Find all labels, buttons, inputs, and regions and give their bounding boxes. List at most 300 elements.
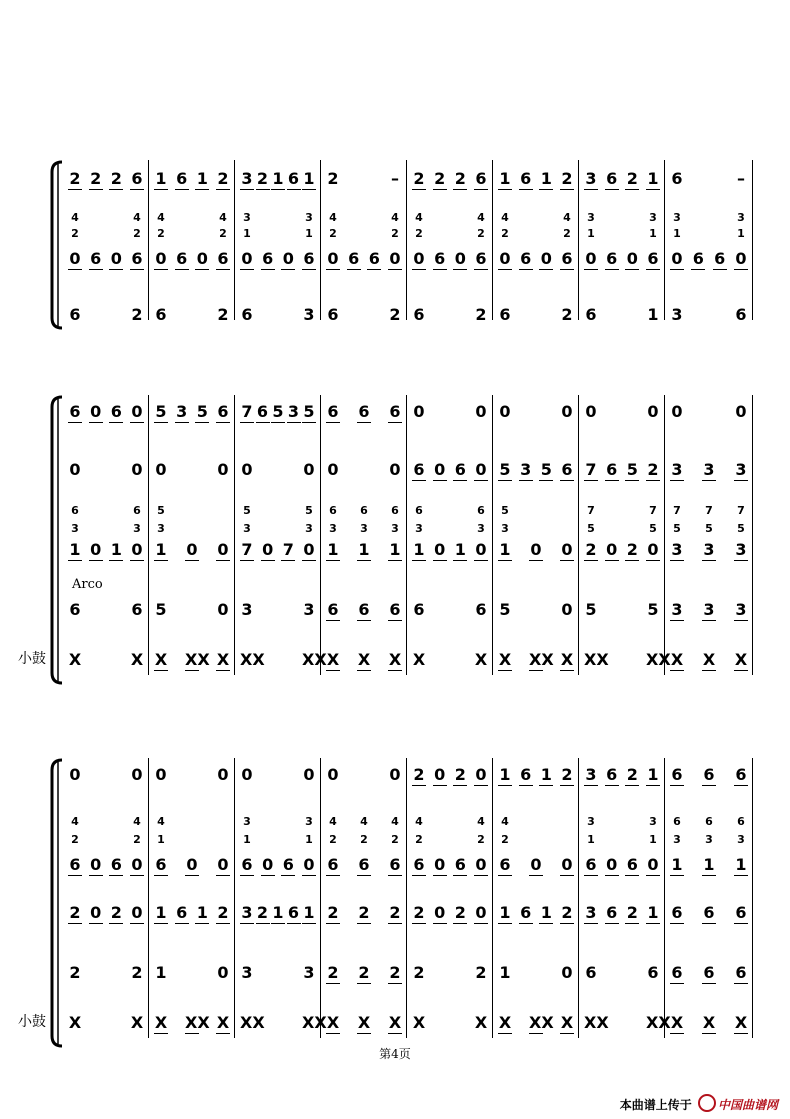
chord-note: 4 [391,211,399,224]
beam [302,875,316,876]
beam [240,875,254,876]
beam [281,269,295,270]
note: 6 [131,600,143,619]
measure [68,601,144,623]
note: 5 [499,600,511,619]
note: 6 [434,249,446,268]
note: 6 [413,855,425,874]
chord-note: 2 [563,227,571,240]
beam [605,189,619,190]
note: 6 [110,855,122,874]
chord-note: 2 [415,227,423,240]
beam [433,923,447,924]
measure [412,964,488,986]
staff-row [0,651,790,673]
note: 0 [90,540,102,559]
note: 0 [186,540,198,559]
measure [412,541,488,563]
chord-note: 4 [329,815,337,828]
beam [68,422,82,423]
chord-note: 6 [705,815,713,828]
barline [234,758,235,1038]
beam [498,480,512,481]
note: 1 [499,540,511,559]
beam [357,670,371,671]
beam [646,875,660,876]
note: 1 [671,855,683,874]
barline [320,395,321,675]
chord-note: 1 [587,833,595,846]
note: X [560,1013,574,1032]
note: 3 [735,600,747,619]
note: 6 [131,249,143,268]
barline [234,395,235,675]
note: 0 [217,963,229,982]
beam [702,923,716,924]
staff-row [0,766,790,788]
note: 6 [176,249,188,268]
chord-note: 7 [649,504,657,517]
note: 6 [714,249,726,268]
measure [154,250,230,272]
note: 2 [413,169,425,188]
note: 6 [303,249,315,268]
measure [240,766,316,788]
note: 6 [647,963,659,982]
measure [498,856,574,878]
beam [584,923,598,924]
beam [605,875,619,876]
beam [357,923,371,924]
note: 0 [454,249,466,268]
measure [670,964,748,986]
beam [302,269,316,270]
note: 2 [413,903,425,922]
note: XX [240,650,265,669]
note: 5 [303,402,315,421]
note: 0 [499,402,511,421]
beam [357,620,371,621]
measure [584,250,660,272]
footer [620,1094,778,1113]
beam [605,560,619,561]
chord-note: 4 [157,815,165,828]
chord-note: 1 [649,833,657,846]
measure [670,904,748,926]
barline [406,395,407,675]
note: 0 [389,765,401,784]
note: 0 [155,460,167,479]
beam [89,269,103,270]
instrument-label: 小鼓 [18,1014,46,1030]
beam [154,269,168,270]
staff-row [0,170,790,192]
note: X [670,1013,684,1032]
beam [519,480,533,481]
note: 6 [626,855,638,874]
arco-marking: Arco [72,577,103,592]
beam [326,560,340,561]
beam [584,480,598,481]
chord-note: 3 [360,522,368,535]
chord-note: 2 [219,227,227,240]
beam [109,875,123,876]
beam [388,560,402,561]
measure [154,601,230,623]
chord-note: 6 [133,504,141,517]
measure [584,964,660,986]
note: 6 [703,765,715,784]
chord-note: 2 [71,227,79,240]
measure [498,1014,574,1036]
note: 2 [626,169,638,188]
beam [734,560,748,561]
chord-note: 3 [737,833,745,846]
measure [412,651,488,673]
measure [326,403,402,425]
chord-note: 2 [133,833,141,846]
beam [433,875,447,876]
note: 6 [735,765,747,784]
beam [625,923,639,924]
note: 2 [475,963,487,982]
note: XX [529,650,554,669]
note: 6 [671,169,683,188]
measure [498,306,574,328]
beam [560,923,574,924]
note: X [388,650,402,669]
note: X [474,650,488,669]
note: 1 [647,305,659,324]
chord-note: 1 [305,833,313,846]
chord-note: 6 [360,504,368,517]
measure [154,904,230,926]
measure [670,651,748,673]
note: 1 [196,903,208,922]
chord-note: 2 [133,227,141,240]
measure [498,766,574,788]
beam [357,983,371,984]
note: 0 [131,540,143,559]
measure [68,250,144,272]
beam [154,560,168,561]
beam [670,923,684,924]
note: 3 [241,963,253,982]
chord-note: 3 [673,211,681,224]
beam [529,1033,543,1034]
beam [154,875,168,876]
chord-note: 7 [705,504,713,517]
measure [498,170,574,192]
beam [175,269,189,270]
beam [68,189,82,190]
note: 2 [585,540,597,559]
beam [605,923,619,924]
beam [646,480,660,481]
measure [326,651,402,673]
beam [412,269,426,270]
note: 0 [131,903,143,922]
barline [578,395,579,675]
measure [584,403,660,425]
beam [702,560,716,561]
beam [326,1033,340,1034]
barline [406,758,407,1038]
measure [240,541,316,563]
beam [240,560,254,561]
measure [68,766,144,788]
beam [433,785,447,786]
note: X [154,650,168,669]
chord-note: 4 [133,815,141,828]
note: 6 [585,855,597,874]
beam [240,422,254,423]
beam [529,875,543,876]
beam [646,785,660,786]
beam [646,923,660,924]
beam [256,422,270,423]
beam [302,422,316,423]
system-brace [48,395,64,685]
note: 1 [540,903,552,922]
barline [664,395,665,675]
chord-note: 4 [157,211,165,224]
note: 0 [561,600,573,619]
note: X [216,650,230,669]
note: 6 [69,402,81,421]
note: X [357,650,371,669]
note: 0 [671,249,683,268]
measure [498,904,574,926]
beam [326,620,340,621]
note: 3 [241,600,253,619]
beam [412,480,426,481]
beam [584,560,598,561]
chord-note: 3 [705,833,713,846]
beam [584,875,598,876]
measure [68,306,144,328]
chord-note: 5 [737,522,745,535]
note: 3 [703,460,715,479]
note: 0 [434,903,446,922]
beam [216,422,230,423]
note: 0 [131,855,143,874]
note: 0 [434,765,446,784]
chord-note: 2 [157,227,165,240]
beam [474,189,488,190]
note: 0 [606,540,618,559]
chord-note: 4 [219,211,227,224]
beam [433,560,447,561]
note: 0 [647,402,659,421]
note: 0 [561,402,573,421]
beam [498,670,512,671]
beam [433,189,447,190]
measure [68,461,144,483]
measure [584,541,660,563]
measure [154,403,230,425]
note: 0 [434,855,446,874]
beam [646,560,660,561]
beam [109,189,123,190]
note: 3 [735,540,747,559]
note: 2 [413,963,425,982]
beam [625,785,639,786]
beam [625,560,639,561]
note: 2 [256,169,269,188]
note: X [498,650,512,669]
note: 1 [499,765,511,784]
beam [713,269,727,270]
chord-note: 5 [305,504,313,517]
beam [605,480,619,481]
beam [474,785,488,786]
measure [584,170,660,192]
note: XX [302,1013,327,1032]
measure [154,964,230,986]
beam [625,269,639,270]
note: 0 [303,460,315,479]
note: 0 [217,460,229,479]
note: 6 [454,855,466,874]
note: 1 [155,540,167,559]
beam [367,269,381,270]
beam [261,560,275,561]
note: 3 [176,402,188,421]
note: 0 [389,460,401,479]
chord-note: 4 [501,211,509,224]
measure [584,856,660,878]
measure [498,403,574,425]
note: 0 [626,249,638,268]
measure [670,461,748,483]
note: XX [185,650,210,669]
note: 1 [327,540,339,559]
staff-row [0,250,790,272]
beam [195,923,209,924]
footer-site: 中国曲谱网 [717,1098,778,1112]
beam [560,480,574,481]
beam [646,269,660,270]
note: 6 [561,249,573,268]
note: 6 [327,855,339,874]
beam [109,923,123,924]
note: 0 [413,402,425,421]
note: X [326,1013,340,1032]
note: 0 [186,855,198,874]
note: 1 [499,963,511,982]
measure [240,403,316,425]
chord-note: 2 [477,833,485,846]
beam [357,875,371,876]
note: – [391,169,399,188]
note: 2 [217,903,229,922]
measure [584,306,660,328]
beam [326,670,340,671]
measure [240,856,316,878]
beam [89,875,103,876]
note: 6 [69,855,81,874]
note: 0 [327,249,339,268]
measure [68,904,144,926]
note: 2 [434,169,446,188]
note: 6 [69,305,81,324]
chord-note: 3 [587,815,595,828]
measure [326,306,402,328]
system-2 [0,395,790,685]
barline [752,758,753,1038]
measure [412,461,488,483]
beam [271,422,285,423]
beam [734,1033,748,1034]
note: 6 [692,249,704,268]
beam [195,189,209,190]
chord-note: 3 [501,522,509,535]
beam [154,422,168,423]
note: 1 [540,169,552,188]
beam [625,189,639,190]
note: 2 [626,765,638,784]
note: 6 [647,249,659,268]
note: 0 [131,402,143,421]
note: 1 [303,169,315,188]
page-number: 第4页 [379,1047,411,1061]
note: 7 [241,402,253,421]
beam [734,269,748,270]
note: 6 [90,249,102,268]
staff-row [0,856,790,878]
chord-note: 2 [501,833,509,846]
measure [154,1014,230,1036]
beam [670,1033,684,1034]
note: 0 [217,855,229,874]
note: X [412,1013,426,1032]
measure [154,766,230,788]
chord-note: 6 [71,504,79,517]
note: XX [529,1013,554,1032]
chord-note: 6 [477,504,485,517]
site-logo-icon [698,1094,716,1112]
chord-note: 1 [737,227,745,240]
note: XX [240,1013,265,1032]
measure [670,306,748,328]
note: 3 [241,169,253,188]
note: 0 [735,249,747,268]
note: 2 [454,765,466,784]
note: X [388,1013,402,1032]
note: 6 [176,169,188,188]
chord-note: 4 [360,815,368,828]
chord-note: 2 [329,227,337,240]
beam [89,923,103,924]
beam [326,422,340,423]
note: 1 [272,169,284,188]
note: 6 [703,963,715,982]
staff-row [0,306,790,328]
note: 0 [413,249,425,268]
note: 0 [262,540,274,559]
note: 2 [90,169,102,188]
beam [89,189,103,190]
note: 0 [131,460,143,479]
chord-note: 4 [415,211,423,224]
note: 2 [454,903,466,922]
note: 6 [735,963,747,982]
note: 2 [358,903,370,922]
note: 1 [389,540,401,559]
beam [109,422,123,423]
chord-note: 3 [391,522,399,535]
